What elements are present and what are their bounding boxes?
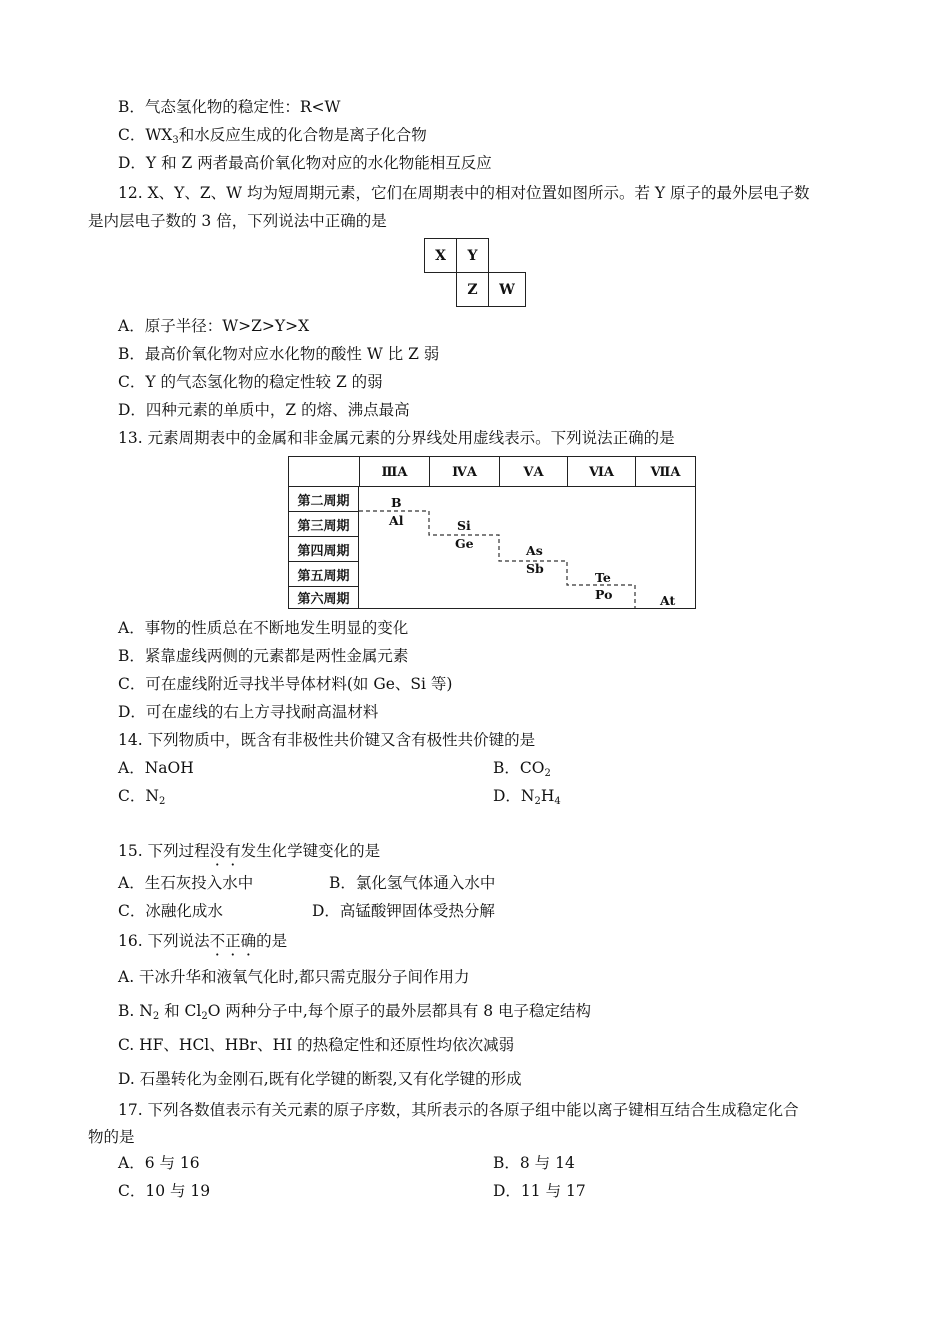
q15-stem-pre: 15. 下列过程	[118, 842, 210, 860]
q16-option-c: C. HF、HCl、HBr、HI 的热稳定性和还原性均依次减弱	[118, 1036, 515, 1054]
q11-c-pre: C．WX	[118, 126, 173, 144]
element-te: Te	[595, 570, 611, 585]
q11-c-sub: 3	[172, 135, 179, 146]
q12-option-c: C．Y 的气态氢化物的稳定性较 Z 的弱	[118, 373, 383, 391]
q16-stem-pre: 16. 下列说法	[118, 932, 210, 950]
q14-d-mid: H	[540, 787, 555, 805]
q14-d-sub1: 2	[534, 796, 541, 807]
element-as: As	[526, 543, 543, 558]
q11-option-b: B．气态氢化物的稳定性：R<W	[118, 98, 341, 116]
q15-option-d: D．高锰酸钾固体受热分解	[312, 902, 495, 920]
q14-option-a: A．NaOH	[118, 759, 194, 777]
q11-c-post: 和水反应生成的化合物是离子化合物	[178, 126, 427, 144]
grid-cell-x: X	[424, 238, 457, 273]
q15-stem-post: 发生化学键变化的是	[240, 842, 381, 860]
q17-option-c: C．10 与 19	[118, 1182, 211, 1200]
group-header-7a: ⅦA	[635, 457, 695, 487]
q16-b-sub1: 2	[152, 1011, 160, 1022]
period-row-3: 第三周期	[289, 511, 359, 536]
emphasis-char: 不	[209, 932, 226, 950]
period-row-5: 第五周期	[289, 561, 359, 586]
group-header-4a: ⅣA	[429, 457, 499, 487]
q13-option-c: C．可在虚线附近寻找半导体材料(如 Ge、Si 等)	[118, 675, 453, 693]
q11-option-d: D．Y 和 Z 两者最高价氧化物对应的水化物能相互反应	[118, 154, 492, 172]
q15-stem-emphasis	[210, 842, 241, 860]
element-po: Po	[595, 587, 613, 602]
q14-option-b	[493, 758, 551, 778]
q16-stem	[118, 931, 287, 951]
element-si: Si	[457, 518, 471, 533]
q13-option-b: B．紧靠虚线两侧的元素都是两性金属元素	[118, 647, 409, 665]
element-b: B	[391, 495, 402, 510]
emphasis-char: 没	[209, 842, 226, 860]
q16-option-d: D. 石墨转化为金刚石,既有化学键的断裂,又有化学键的形成	[118, 1070, 522, 1088]
q15-option-a: A．生石灰投入水中	[118, 874, 254, 892]
q14-option-c	[118, 786, 165, 806]
q14-b-pre: B．CO	[493, 759, 545, 777]
period-row-4: 第四周期	[289, 536, 359, 561]
q17-stem-line2: 物的是	[88, 1128, 135, 1146]
q12-option-b: B．最高价氧化物对应水化物的酸性 W 比 Z 弱	[118, 345, 440, 363]
emphasis-char: 正	[225, 932, 241, 950]
q14-d-pre: D．N	[493, 787, 535, 805]
group-header-5a: ⅤA	[499, 457, 567, 487]
metal-nonmetal-boundary	[289, 457, 695, 608]
q14-b-sub: 2	[544, 768, 551, 779]
element-sb: Sb	[526, 561, 544, 576]
element-al: Al	[389, 513, 404, 528]
grid-cell-z: Z	[456, 272, 489, 307]
q15-option-b: B．氯化氢气体通入水中	[329, 874, 496, 892]
group-header-3a: ⅢA	[359, 457, 429, 487]
q16-stem-emphasis	[210, 932, 257, 950]
q16-b-sub2: 2	[201, 1011, 208, 1022]
q16-b-post: O 两种分子中,每个原子的最外层都具有 8 电子稳定结构	[207, 1002, 592, 1020]
q17-option-d: D．11 与 17	[493, 1182, 586, 1200]
element-at: At	[660, 593, 676, 608]
grid-cell-w: W	[488, 272, 526, 307]
q14-option-d	[493, 786, 561, 806]
q15-stem	[118, 841, 380, 861]
q13-option-d: D．可在虚线的右上方寻找耐高温材料	[118, 703, 379, 721]
q11-option-c	[118, 125, 427, 145]
group-header-6a: ⅥA	[567, 457, 635, 487]
q12-stem-line1: 12. X、Y、Z、W 均为短周期元素，它们在周期表中的相对位置如图所示。若 Y 原子的最外层电子数	[118, 184, 810, 202]
period-row-6: 第六周期	[289, 586, 359, 608]
q16-option-b	[118, 1001, 591, 1021]
q16-stem-post: 的是	[256, 932, 288, 950]
q14-d-sub2: 4	[554, 796, 561, 807]
q14-c-pre: C．N	[118, 787, 159, 805]
q14-stem: 14. 下列物质中，既含有非极性共价键又含有极性共价键的是	[118, 731, 536, 749]
grid-cell-y: Y	[456, 238, 489, 273]
q16-option-a: A. 干冰升华和液氧气化时,都只需克服分子间作用力	[118, 968, 470, 986]
period-row-2: 第二周期	[289, 486, 359, 511]
q17-stem-line1: 17. 下列各数值表示有关元素的原子序数，其所表示的各原子组中能以离子键相互结合生成稳定化合	[118, 1101, 799, 1119]
q15-option-c: C．冰融化成水	[118, 902, 223, 920]
q12-stem-line2: 是内层电子数的 3 倍，下列说法中正确的是	[88, 212, 387, 230]
q17-option-b: B．8 与 14	[493, 1154, 575, 1172]
q13-stem: 13. 元素周期表中的金属和非金属元素的分界线处用虚线表示。下列说法正确的是	[118, 429, 675, 447]
q17-option-a: A．6 与 16	[118, 1154, 200, 1172]
q16-b-mid: 和 Cl	[159, 1002, 202, 1020]
emphasis-char: 确	[240, 932, 257, 950]
q16-b-pre: B. N	[118, 1002, 153, 1020]
emphasis-char: 有	[225, 842, 241, 860]
q12-option-d: D．四种元素的单质中，Z 的熔、沸点最高	[118, 401, 410, 419]
q12-option-a: A．原子半径：W>Z>Y>X	[118, 317, 310, 335]
q13-option-a: A．事物的性质总在不断地发生明显的变化	[118, 619, 409, 637]
q14-c-sub: 2	[158, 796, 166, 807]
periodic-table-excerpt	[288, 456, 696, 609]
element-ge: Ge	[455, 536, 474, 551]
